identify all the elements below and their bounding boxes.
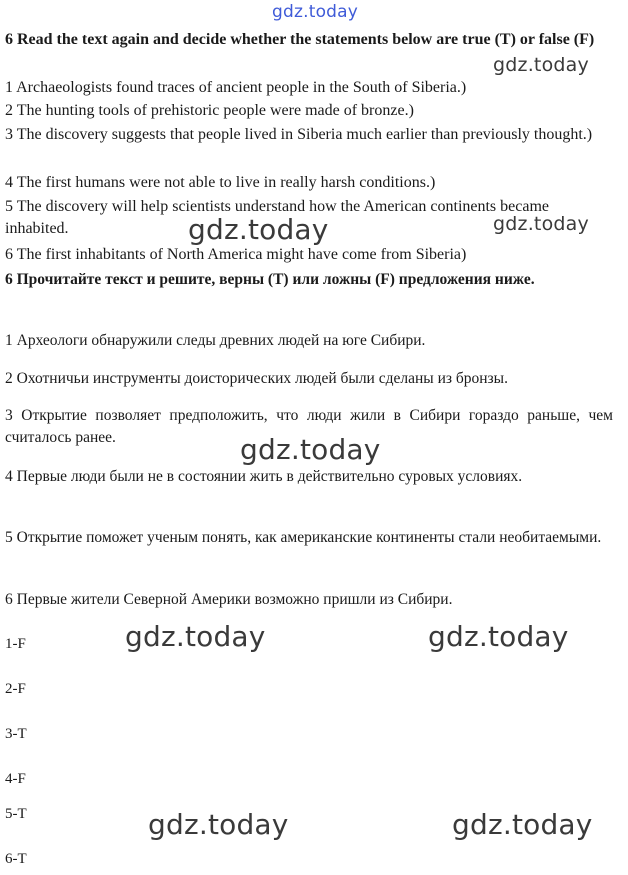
- answer-1: 1-F: [5, 636, 26, 652]
- english-statement-4: 4 The first humans were not able to live in really harsh conditions.): [5, 174, 436, 191]
- answer-3: 3-T: [5, 726, 27, 742]
- answer-6: 6-T: [5, 851, 27, 867]
- russian-statement-4: 4 Первые люди были не в состоянии жить в действительно суровых условиях.: [5, 468, 523, 485]
- russian-statement-5: 5 Открытие поможет ученым понять, как американские континенты стали необитаемыми.: [5, 529, 602, 546]
- watermark: gdz.today: [240, 433, 381, 466]
- russian-statement-3: 3 Открытие позволяет предположить, что люди жили в Сибири гораздо раньше, чем считалось ранее.: [5, 407, 613, 446]
- answer-5: 5-T: [5, 806, 27, 822]
- russian-statement-6: 6 Первые жители Северной Америки возможно пришли из Сибири.: [5, 591, 453, 608]
- watermark: gdz.today: [125, 620, 266, 653]
- watermark: gdz.today: [452, 808, 593, 841]
- watermark: gdz.today: [493, 54, 589, 76]
- russian-statement-2: 2 Охотничьи инструменты доисторических людей были сделаны из бронзы.: [5, 370, 508, 387]
- watermark: gdz.today: [493, 213, 589, 235]
- english-statement-5: 5 The discovery will help scientists understand how the American continents became inhabited.: [5, 198, 550, 237]
- english-heading: 6 Read the text again and decide whether the statements below are true (T) or false (F): [5, 31, 595, 48]
- english-statement-6: 6 The first inhabitants of North America might have come from Siberia): [5, 246, 467, 263]
- watermark: gdz.today: [272, 2, 359, 22]
- answer-4: 4-F: [5, 771, 26, 787]
- english-statement-2: 2 The hunting tools of prehistoric people were made of bronze.): [5, 102, 414, 119]
- watermark: gdz.today: [148, 808, 289, 841]
- english-statement-3: 3 The discovery suggests that people lived in Siberia much earlier than previously thought.): [5, 126, 593, 143]
- watermark: gdz.today: [188, 213, 329, 246]
- answer-2: 2-F: [5, 681, 26, 697]
- russian-heading: 6 Прочитайте текст и решите, верны (T) или ложны (F) предложения ниже.: [5, 271, 535, 288]
- watermark: gdz.today: [428, 620, 569, 653]
- english-statement-1: 1 Archaeologists found traces of ancient people in the South of Siberia.): [5, 79, 467, 96]
- russian-statement-1: 1 Археологи обнаружили следы древних людей на юге Сибири.: [5, 332, 426, 349]
